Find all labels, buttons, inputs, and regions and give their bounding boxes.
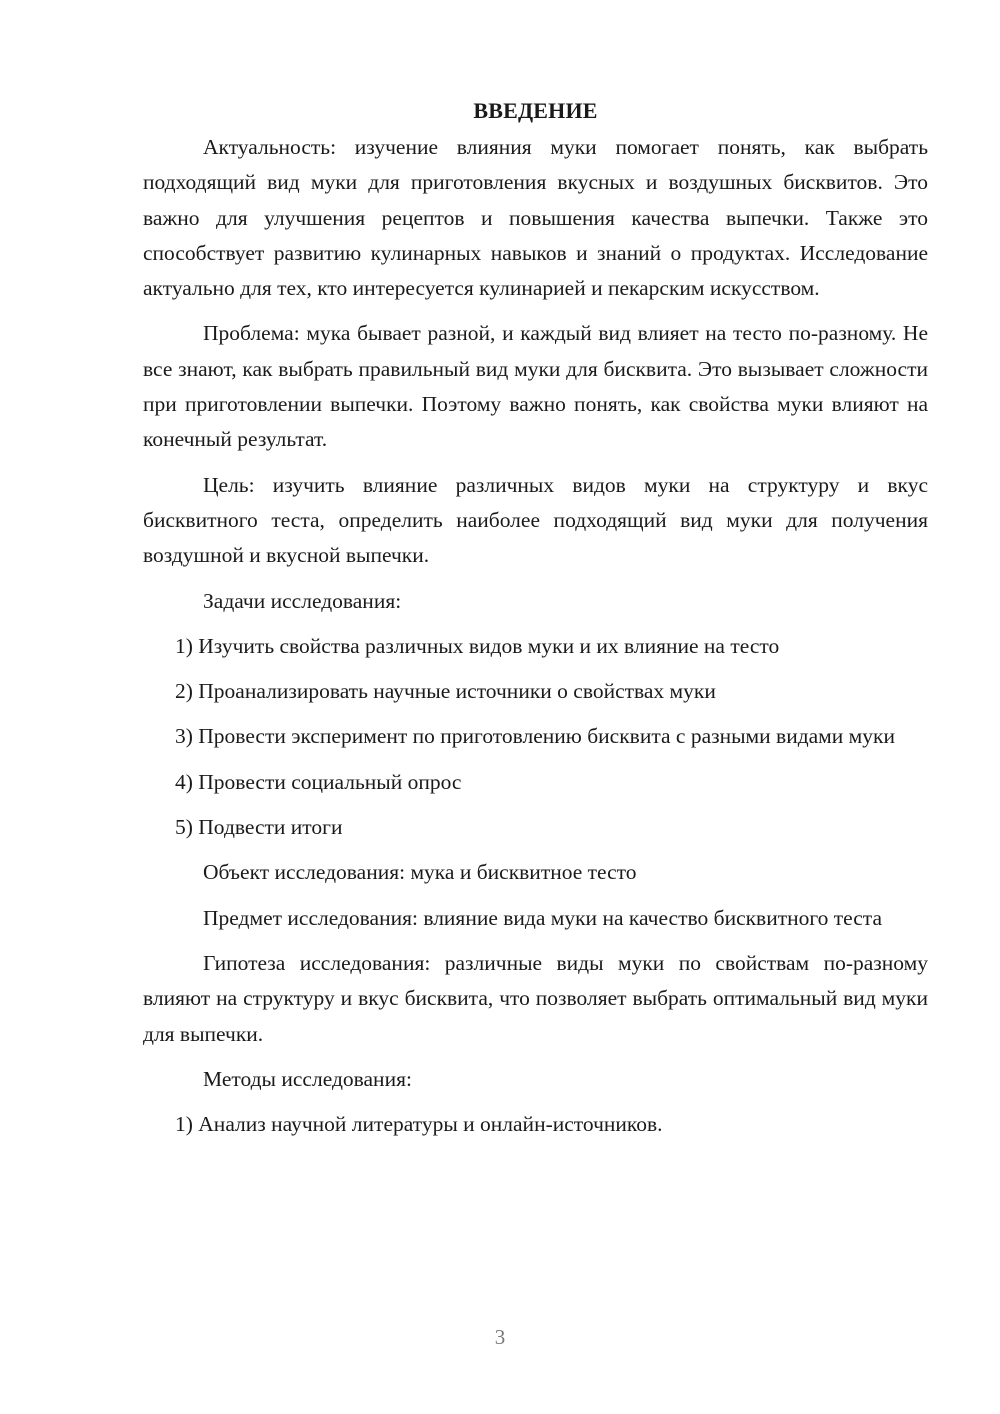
problem-paragraph: Проблема: мука бывает разной, и каждый вид влияет на тесто по-разному. Не все знают, как выбрать правильный вид муки для бисквита. Это вызывает сложности при приготовлении выпечки. Поэтому важно понять, как свойства муки влияют на конечный результат. — [143, 321, 928, 452]
document-page — [143, 96, 928, 1152]
relevance-paragraph: Актуальность: изучение влияния муки помогает понять, как выбрать подходящий вид муки для приготовления вкусных и воздушных бисквитов. Это важно для улучшения рецептов и повышения качества выпечки. Также это способствует развитию кулинарных навыков и знаний о продуктах. Исследование актуально для тех, кто интересуется кулинарией и пекарским искусством. — [143, 135, 928, 301]
goal-paragraph: Цель: изучить влияние различных видов муки на структуру и вкус бисквитного теста, определить наиболее подходящий вид муки для получения воздушной и вкусной выпечки. — [143, 472, 928, 568]
page-number: 3 — [494, 1325, 506, 1349]
task-item: 5) Подвести итоги — [175, 815, 343, 840]
subject-paragraph: Предмет исследования: влияние вида муки на качество бисквитного теста — [203, 905, 882, 930]
task-item: 2) Проанализировать научные источники о свойствах муки — [175, 679, 716, 704]
section-heading: ВВЕДЕНИЕ — [473, 98, 598, 123]
methods-title: Методы исследования: — [203, 1066, 412, 1091]
task-item: 3) Провести эксперимент по приготовлению бисквита с разными видами муки — [175, 724, 895, 749]
method-item: 1) Анализ научной литературы и онлайн-источников. — [175, 1112, 663, 1137]
hypothesis-paragraph: Гипотеза исследования: различные виды муки по свойствам по-разному влияют на структуру и вкус бисквита, что позволяет выбрать оптимальный вид муки для выпечки. — [143, 950, 928, 1046]
object-paragraph: Объект исследования: мука и бисквитное тесто — [203, 860, 637, 885]
tasks-title: Задачи исследования: — [203, 588, 402, 613]
task-item: 4) Провести социальный опрос — [175, 769, 462, 794]
task-item: 1) Изучить свойства различных видов муки и их влияние на тесто — [175, 633, 780, 658]
